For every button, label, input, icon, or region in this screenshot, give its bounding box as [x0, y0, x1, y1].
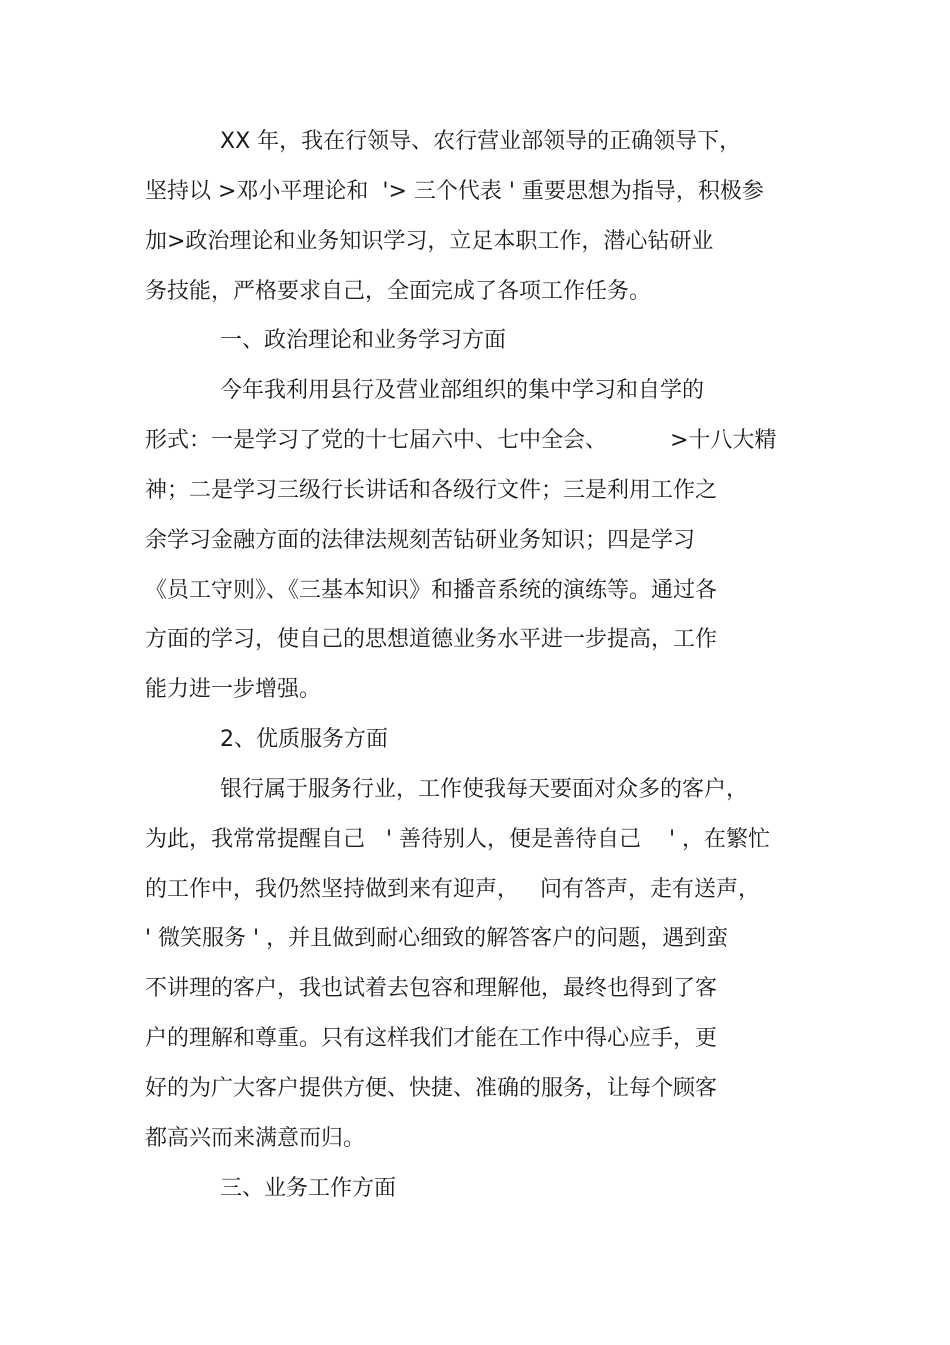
text-line-19: 户的理解和尊重。只有这样我们才能在工作中得心应手，更: [145, 1026, 718, 1051]
section-heading-2: 2、优质服务方面: [220, 727, 388, 752]
text-line-16: 的工作中，我仍然坚持做到来有迎声， 问有答声，走有送声，: [145, 877, 760, 902]
text-line-9: 余学习金融方面的法律法规刻苦钻研业务知识；四是学习: [145, 528, 696, 553]
section-heading-3: 三、业务工作方面: [220, 1176, 397, 1201]
text-line-7: 形式：一是学习了党的十七届六中、七中全会、 >十八大精: [145, 428, 777, 453]
text-line-14: 银行属于服务行业，工作使我每天要面对众多的客户，: [220, 777, 749, 802]
text-line-3: 加>政治理论和业务知识学习，立足本职工作，潜心钻研业: [145, 229, 714, 254]
text-line-6: 今年我利用县行及营业部组织的集中学习和自学的: [220, 378, 705, 403]
text-line-1: XX 年，我在行领导、农行营业部领导的正确领导下，: [220, 129, 742, 154]
text-line-2: 坚持以 >邓小平理论和 '> 三个代表 ' 重要思想为指导，积极参: [145, 179, 764, 204]
text-line-20: 好的为广大客户提供方便、快捷、准确的服务，让每个顾客: [145, 1076, 718, 1101]
text-line-8: 神；二是学习三级行长讲话和各级行文件；三是利用工作之: [145, 478, 718, 503]
text-line-12: 能力进一步增强。: [145, 677, 322, 702]
text-line-4: 务技能，严格要求自己，全面完成了各项工作任务。: [145, 279, 652, 304]
text-line-11: 方面的学习，使自己的思想道德业务水平进一步提高，工作: [145, 627, 718, 652]
text-line-15: 为此，我常常提醒自己 ' 善待别人，便是善待自己 ' ，在繁忙: [145, 827, 771, 852]
text-line-18: 不讲理的客户，我也试着去包容和理解他，最终也得到了客: [145, 976, 718, 1001]
text-line-17: ' 微笑服务 ' ，并且做到耐心细致的解答客户的问题，遇到蛮: [145, 926, 729, 951]
text-line-21: 都高兴而来满意而归。: [145, 1126, 366, 1151]
text-line-10: 《员工守则》、《三基本知识》和播音系统的演练等。通过各: [145, 578, 718, 603]
section-heading-1: 一、政治理论和业务学习方面: [220, 328, 507, 353]
